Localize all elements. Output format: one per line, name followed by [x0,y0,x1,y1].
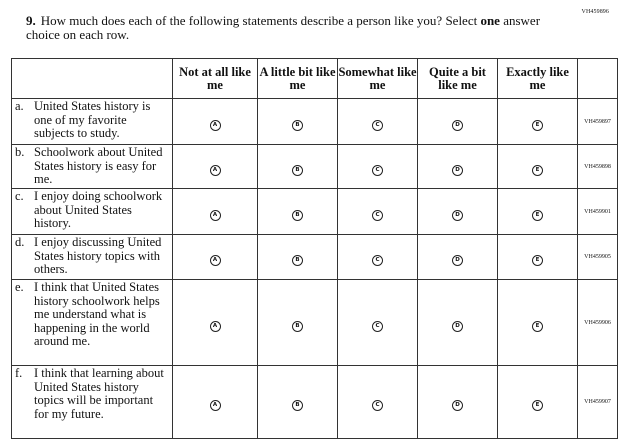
answer-bubble[interactable]: B [292,210,303,221]
option-cell [418,189,498,235]
option-cell [418,145,498,189]
table-row [12,189,618,235]
column-header: Exactly like me [498,59,578,99]
answer-bubble[interactable]: B [292,165,303,176]
row-id: VH459907 [578,366,618,439]
option-cell [498,366,578,439]
answer-bubble[interactable]: A [210,400,221,411]
answer-bubble[interactable]: B [292,321,303,332]
answer-bubble[interactable]: A [210,255,221,266]
option-cell [418,235,498,280]
option-cell [173,145,258,189]
option-cell [258,235,338,280]
row-id: VH459901 [578,189,618,235]
response-grid [11,58,618,439]
row-id: VH459898 [578,145,618,189]
option-cell [498,189,578,235]
option-cell [498,145,578,189]
statement-letter: a. [15,99,24,113]
option-cell [418,280,498,366]
answer-bubble[interactable]: B [292,120,303,131]
statement-cell [12,189,173,235]
answer-bubble[interactable]: D [452,400,463,411]
statement-text: I enjoy discussing United States history topics with others. [34,235,162,276]
question-number: 9. [26,13,36,28]
table-row [12,280,618,366]
question-prompt [26,14,566,42]
column-header: A little bit like me [258,59,338,99]
answer-bubble[interactable]: E [532,165,543,176]
answer-bubble[interactable]: E [532,255,543,266]
statement-text: Schoolwork about United States history is easy for me. [34,145,163,186]
question-text-end: answer choice on each row. [26,13,541,42]
row-id: VH459905 [578,235,618,280]
answer-bubble[interactable]: A [210,165,221,176]
table-row [12,145,618,189]
option-cell [338,189,418,235]
statement-cell [12,145,173,189]
statement-letter: f. [15,366,23,380]
item-id: VH459896 [581,9,609,15]
row-id: VH459897 [578,99,618,145]
column-header: Not at all like me [173,59,258,99]
header-id [578,59,618,99]
answer-bubble[interactable]: A [210,321,221,332]
option-cell [338,99,418,145]
table-row [12,366,618,439]
option-cell [338,235,418,280]
option-cell [173,366,258,439]
option-cell [338,366,418,439]
question-text: How much does each of the following statements describe a person like you? Select [40,13,478,28]
option-cell [173,235,258,280]
statement-text: I think that learning about United States history topics will be important for my future. [34,366,164,421]
table-row [12,99,618,145]
statement-letter: c. [15,189,24,203]
option-cell [258,99,338,145]
column-header: Somewhat like me [338,59,418,99]
table-row [12,235,618,280]
header-row [12,59,618,99]
answer-bubble[interactable]: B [292,400,303,411]
statement-text: I enjoy doing schoolwork about United States history. [34,189,163,230]
statement-text: I think that United States history schoolwork helps me understand what is happening in the world around me. [34,280,160,348]
column-header: Quite a bit like me [418,59,498,99]
option-cell [498,99,578,145]
option-cell [498,235,578,280]
answer-bubble[interactable]: E [532,400,543,411]
row-id: VH459906 [578,280,618,366]
answer-bubble[interactable]: C [372,210,383,221]
statement-letter: e. [15,280,24,294]
statement-cell [12,280,173,366]
answer-bubble[interactable]: C [372,120,383,131]
header-statement [12,59,173,99]
statement-letter: d. [15,235,25,249]
answer-bubble[interactable]: E [532,120,543,131]
statement-text: United States history is one of my favorite subjects to study. [34,99,151,140]
answer-bubble[interactable]: D [452,210,463,221]
question-emphasis: one [480,13,500,28]
answer-bubble[interactable]: A [210,210,221,221]
answer-bubble[interactable]: D [452,255,463,266]
option-cell [173,99,258,145]
answer-bubble[interactable]: D [452,321,463,332]
answer-bubble[interactable]: D [452,165,463,176]
answer-bubble[interactable]: E [532,210,543,221]
statement-letter: b. [15,145,25,159]
option-cell [338,145,418,189]
answer-bubble[interactable]: C [372,321,383,332]
option-cell [258,145,338,189]
answer-bubble[interactable]: E [532,321,543,332]
option-cell [173,189,258,235]
option-cell [258,366,338,439]
statement-cell [12,99,173,145]
option-cell [173,280,258,366]
option-cell [258,189,338,235]
answer-bubble[interactable]: C [372,165,383,176]
option-cell [498,280,578,366]
statement-cell [12,235,173,280]
option-cell [338,280,418,366]
answer-bubble[interactable]: C [372,400,383,411]
option-cell [258,280,338,366]
answer-bubble[interactable]: A [210,120,221,131]
answer-bubble[interactable]: C [372,255,383,266]
statement-cell [12,366,173,439]
answer-bubble[interactable]: B [292,255,303,266]
answer-bubble[interactable]: D [452,120,463,131]
option-cell [418,99,498,145]
option-cell [418,366,498,439]
